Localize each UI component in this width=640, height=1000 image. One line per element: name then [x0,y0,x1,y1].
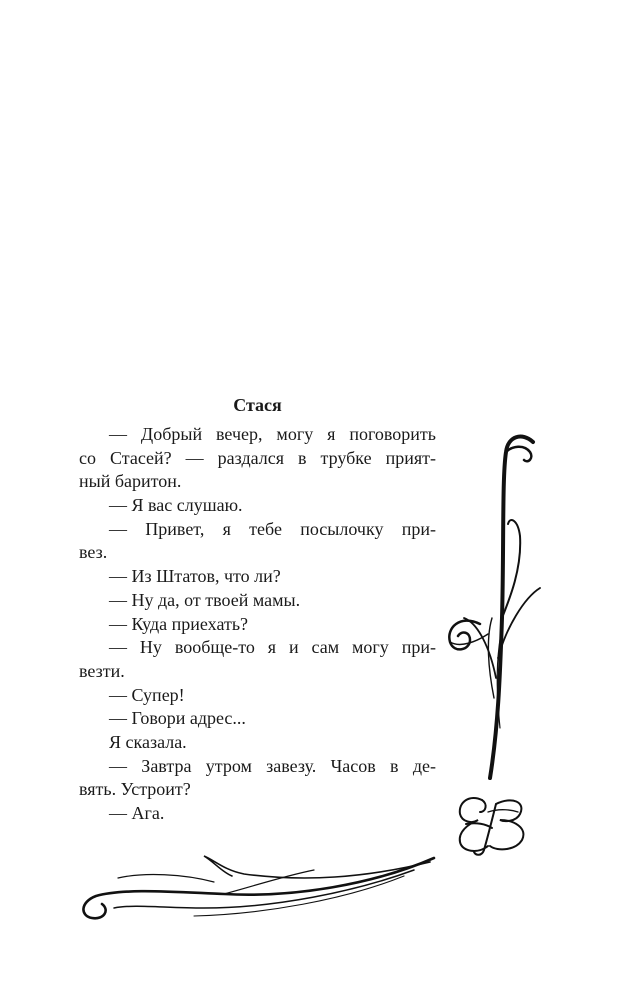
chapter-title: Стася [233,395,282,415]
text-line: — Добрый вечер, могу я поговорить [109,424,436,444]
text-line: — Куда приехать? [109,613,249,634]
text-line: — Привет, я тебе посылочку при- [109,518,436,539]
text-line: — Из Штатов, что ли? [109,566,281,587]
text-line: — Ну вообще-то я и сам могу при- [109,637,436,658]
text-line: — Ага. [109,803,165,823]
text-line: — Говори адрес... [109,708,246,729]
vertical-flourish-icon [440,428,550,788]
text-line: — Ну да, от твоей мамы. [109,589,301,610]
text-line: — Завтра утром завезу. Часов в де- [109,755,436,776]
eb-monogram-icon [452,790,534,860]
text-line: везти. [79,660,125,681]
text-line: — Супер! [109,684,185,705]
chapter-text [79,423,436,826]
text-line: ный баритон. [79,471,182,492]
text-line: со Стасей? — раздался в трубке прият- [79,447,436,468]
text-line: вез. [79,542,108,563]
text-line: Я сказала. [109,731,187,752]
text-line: вять. Устроит? [79,779,191,800]
horizontal-flourish-icon [74,848,444,928]
text-line: — Я вас слушаю. [109,495,243,516]
